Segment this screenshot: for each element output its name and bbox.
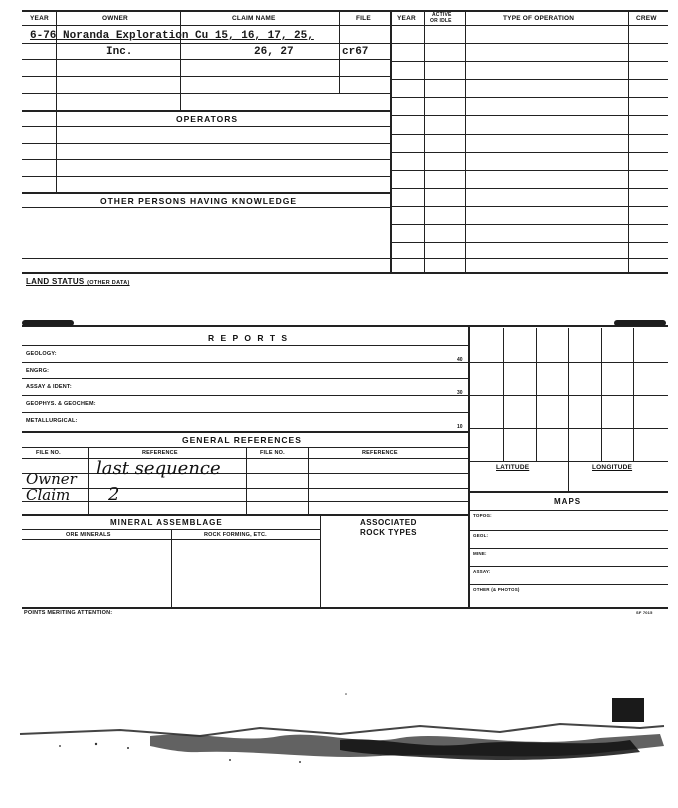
row-rule <box>392 61 668 62</box>
maps-geol: GEOL: <box>473 533 489 538</box>
row-rule <box>22 514 468 516</box>
file-no-header-2: FILE NO. <box>260 450 285 456</box>
mineral-assemblage-title: MINERAL ASSEMBLAGE <box>110 518 223 527</box>
points-meriting-attention: POINTS MERITING ATTENTION: <box>24 610 113 616</box>
top-border <box>22 10 668 12</box>
type-of-operation-header: TYPE OF OPERATION <box>503 15 575 22</box>
grid-rule <box>568 328 569 491</box>
maps-row-rule <box>468 510 668 511</box>
row-rule <box>22 258 392 259</box>
row-rule <box>392 224 668 225</box>
row-rule <box>392 242 668 243</box>
operators-title: OPERATORS <box>176 114 239 124</box>
row-rule <box>392 134 668 135</box>
rock-types-title: ROCK TYPES <box>360 528 418 537</box>
crew-header: CREW <box>636 15 657 22</box>
row-rule <box>392 170 668 171</box>
claims-line-2: 26, 27 <box>254 46 294 58</box>
row-rule <box>22 362 468 363</box>
file-entry: cr67 <box>342 46 369 58</box>
idle-header: OR IDLE <box>430 18 452 24</box>
maps-row-rule <box>468 566 668 567</box>
row-rule <box>22 176 392 177</box>
ink-smudge <box>22 320 74 326</box>
report-num: 40 <box>457 357 463 363</box>
file-header: FILE <box>356 15 371 22</box>
reports-top-border <box>22 325 668 327</box>
col-rule <box>320 514 321 607</box>
owner-line-2: Inc. <box>106 46 133 58</box>
grid-rule <box>468 362 668 363</box>
col-rule <box>465 10 466 272</box>
row-rule <box>22 192 392 194</box>
header-bottom-rule <box>22 25 668 26</box>
row-rule <box>22 207 392 208</box>
report-num: 10 <box>457 424 463 430</box>
report-num: 30 <box>457 390 463 396</box>
maps-row-rule <box>468 548 668 549</box>
top-bottom-border <box>22 272 668 274</box>
other-persons-title: OTHER PERSONS HAVING KNOWLEDGE <box>100 196 298 206</box>
row-rule <box>22 76 392 77</box>
row-rule <box>22 126 392 127</box>
row-rule <box>392 188 668 189</box>
associated-title: ASSOCIATED <box>360 518 417 527</box>
claim-name-header: CLAIM NAME <box>232 15 276 22</box>
maps-assay: ASSAY: <box>473 569 491 574</box>
active-header: ACTIVE <box>432 12 452 18</box>
row-rule <box>22 431 468 433</box>
file-no-header: FILE NO. <box>36 450 61 456</box>
land-status-title <box>26 277 130 286</box>
general-references-title: GENERAL REFERENCES <box>182 435 302 445</box>
row-rule <box>22 395 468 396</box>
ink-smudge <box>614 320 666 326</box>
row-rule <box>392 152 668 153</box>
latitude-label: LATITUDE <box>496 464 530 471</box>
land-status-label: LAND STATUS <box>26 277 85 286</box>
row-rule <box>22 59 392 60</box>
col-rule <box>171 529 172 607</box>
ore-minerals-header: ORE MINERALS <box>66 532 111 538</box>
bottom-border <box>22 607 668 609</box>
land-status-sub: (OTHER DATA) <box>87 280 130 286</box>
grid-rule <box>468 461 668 462</box>
row-rule <box>22 345 468 346</box>
scan-noise <box>0 690 678 770</box>
row-rule <box>22 159 392 160</box>
row-rule <box>22 412 468 413</box>
col-rule <box>468 325 470 607</box>
col-rule <box>339 10 340 93</box>
report-engrg: ENGRG: <box>26 368 50 374</box>
row-rule <box>392 97 668 98</box>
row-rule <box>22 143 392 144</box>
longitude-label: LONGITUDE <box>592 464 633 471</box>
col-rule <box>628 10 629 272</box>
owner-header: OWNER <box>102 15 128 22</box>
col-rule <box>246 447 247 514</box>
row-rule <box>392 79 668 80</box>
col-rule <box>308 447 309 514</box>
report-geology: GEOLOGY: <box>26 351 57 357</box>
handwritten-reference: last sequence <box>96 458 221 479</box>
reference-header-2: REFERENCE <box>362 450 398 456</box>
year-header-2: YEAR <box>397 15 416 22</box>
row-rule <box>392 258 668 259</box>
col-rule <box>88 447 89 514</box>
grid-rule <box>468 395 668 396</box>
year-header: YEAR <box>30 15 49 22</box>
row-rule <box>22 378 468 379</box>
row-rule <box>392 206 668 207</box>
col-rule <box>424 10 425 272</box>
form-code: SF 7015 <box>636 610 653 615</box>
handwritten-claim: Claim <box>26 486 71 504</box>
col-rule <box>180 10 181 110</box>
report-metallurgical: METALLURGICAL: <box>26 418 78 424</box>
rock-forming-header: ROCK FORMING, ETC. <box>204 532 267 538</box>
grid-rule <box>468 428 668 429</box>
entry-line-1: 6-76 Noranda Exploration Cu 15, 16, 17, 25, <box>30 30 314 42</box>
row-rule <box>22 43 392 44</box>
reference-header: REFERENCE <box>142 450 178 456</box>
row-rule <box>22 110 392 112</box>
report-assay: ASSAY & IDENT: <box>26 384 72 390</box>
handwritten-number: 2 <box>108 484 120 505</box>
maps-other: OTHER (& PHOTOS) <box>473 587 520 592</box>
maps-row-rule <box>468 530 668 531</box>
report-geophys: GEOPHYS. & GEOCHEM: <box>26 401 96 407</box>
reports-title: R E P O R T S <box>208 333 290 343</box>
maps-row-rule <box>468 584 668 585</box>
maps-topog: TOPOG: <box>473 513 492 518</box>
handwritten-owner: Owner <box>26 470 77 488</box>
row-rule <box>392 115 668 116</box>
row-rule <box>392 43 668 44</box>
col-rule <box>390 10 392 272</box>
maps-top-rule <box>468 491 668 493</box>
row-rule <box>22 93 392 94</box>
maps-mine: MINE: <box>473 551 487 556</box>
maps-title: MAPS <box>554 497 582 506</box>
